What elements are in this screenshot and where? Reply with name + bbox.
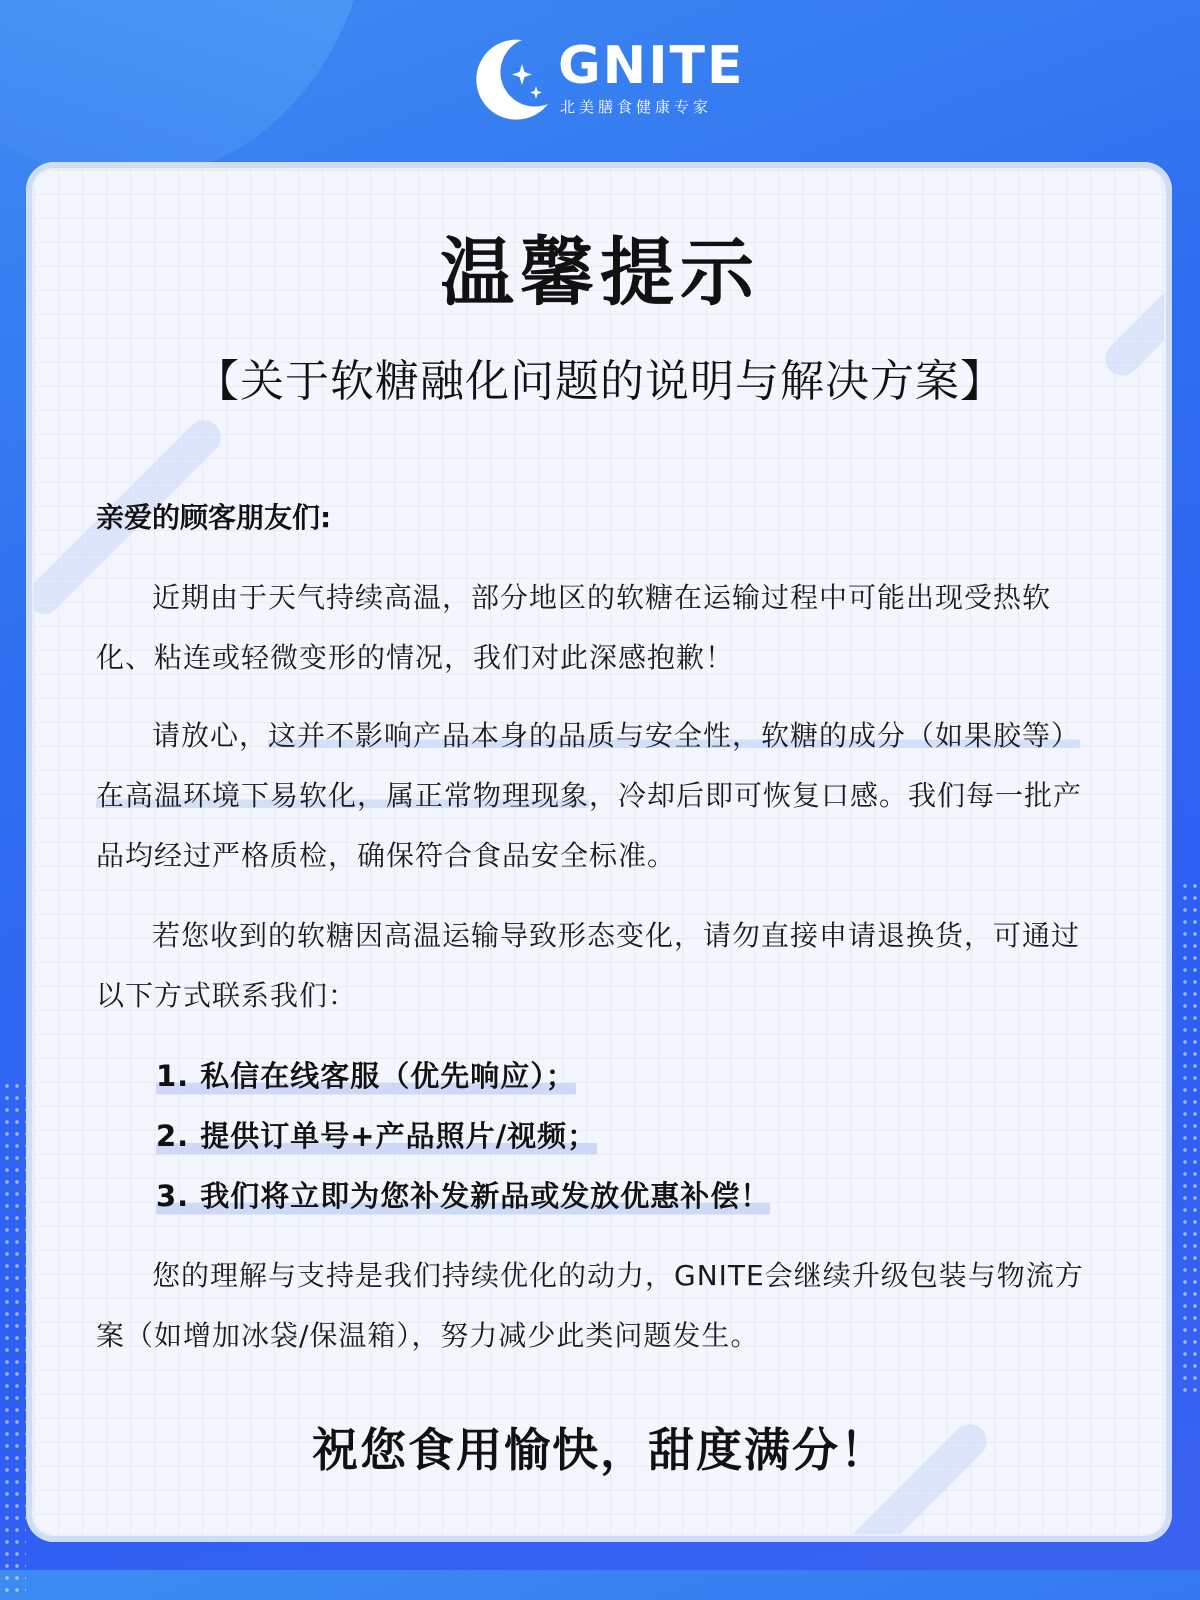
list-item: 1. 私信在线客服（优先响应）； [156, 1054, 576, 1098]
paragraph-heat-issue: 近期由于天气持续高温，部分地区的软糖在运输过程中可能出现受热软化、粘连或轻微变形的情况，我们对此深感抱歉！ [96, 581, 1052, 674]
paragraph-reassurance-highlight: 这并不影响产品本身的品质与安全性，软糖的成分（如果胶等）在高温环境下易软化，属正常物理现象 [96, 719, 1081, 812]
brand-name: GNITE [558, 36, 745, 96]
moon-stars-icon [470, 34, 560, 124]
brand-logo [470, 34, 745, 124]
dot-pattern-left [2, 1080, 26, 1600]
paragraph-reassurance-lead: 请放心， [152, 719, 269, 752]
dot-pattern-right [1180, 880, 1200, 1400]
notice-subtitle: 【关于软糖融化问题的说明与解决方案】 [195, 356, 1005, 407]
paragraph-reassurance-tail: ，冷却后即可恢复口感。我们每一批产品均经过严格质检，确保符合食品安全标准。 [96, 779, 1083, 872]
paragraph-improvement: 您的理解与支持是我们持续优化的动力，GNITE会继续升级包装与物流方案（如增加冰袋/保温箱），努力减少此类问题发生。 [96, 1259, 1084, 1352]
list-item: 3. 我们将立即为您补发新品或发放优惠补偿！ [156, 1174, 770, 1218]
list-item: 2. 提供订单号+产品照片/视频； [156, 1114, 597, 1158]
brand-tagline: 北美膳食健康专家 [560, 98, 713, 116]
notice-title: 温馨提示 [440, 230, 760, 316]
closing-message: 祝您食用愉快，甜度满分！ [312, 1423, 888, 1477]
greeting: 亲爱的顾客朋友们: [96, 501, 332, 534]
paragraph-contact-intro: 若您收到的软糖因高温运输导致形态变化，请勿直接申请退换货，可通过以下方式联系我们： [96, 919, 1081, 1012]
background-decoration [0, 0, 370, 180]
paragraph-reassurance [96, 706, 1104, 886]
